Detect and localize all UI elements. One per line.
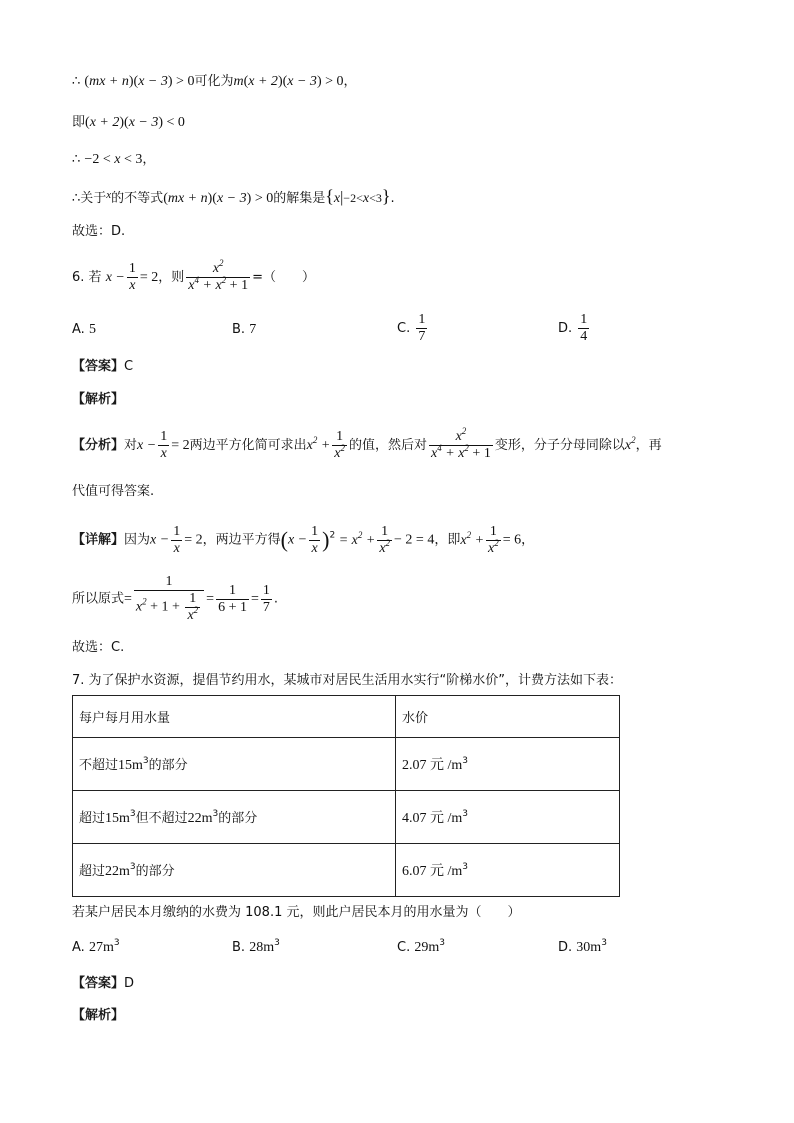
solution-line-3: ∴ −2 < x < 3，	[72, 152, 156, 167]
q6-option-c[interactable]: C. $\frac{1}{7}$	[397, 312, 426, 344]
q7-option-c[interactable]: C. $29m^3$	[397, 938, 445, 955]
q6-fenxi: 【分析】对x − $\frac{1}{x}$ = 2两边平方化简可求出$x^2$ + $\frac{1}{x^2}$ 的值，然后对 $\frac{x^2}{x^4 + x^2 + 1}$ 变形，分子分母同除以$x^2$，再	[72, 426, 662, 461]
price-cell: 2.07 元 $/m^3$	[396, 738, 620, 791]
q6-analysis-heading: 【解析】	[72, 392, 125, 407]
table-row	[73, 844, 620, 897]
solution-line-1: ∴ (mx + n)(x − 3) > 0可化为m(x + 2)(x − 3) > 0，	[72, 74, 357, 89]
usage-cell: 超过$22m^3$的部分	[73, 844, 396, 897]
q7-option-a[interactable]: A. $27m^3$	[72, 938, 120, 955]
q7-question: 若某户居民本月缴纳的水费为 108.1 元，则此户居民本月的用水量为（ ）	[72, 905, 521, 920]
q7-option-d[interactable]: D. $30m^3$	[558, 938, 607, 955]
solution-line-2: 即(x + 2)(x − 3) < 0	[72, 115, 185, 130]
table-header-cell: 每户每月用水量	[73, 696, 396, 738]
question-6-stem: 6. 若 x − $\frac{1}{x}$ = 2，则 $\frac{x^2}{x^4 + x^2 + 1}$ =（ ）	[72, 258, 315, 293]
usage-cell: 超过$15m^3$但不超过$22m^3$的部分	[73, 791, 396, 844]
solution-choice-line: 故选：D.	[72, 224, 126, 239]
q6-option-d[interactable]: D. $\frac{1}{4}$	[558, 312, 588, 344]
q7-analysis-heading: 【解析】	[72, 1008, 125, 1023]
table-header-cell: 水价	[396, 696, 620, 738]
usage-cell: 不超过$15m^3$的部分	[73, 738, 396, 791]
q7-option-b[interactable]: B. $28m^3$	[232, 938, 280, 955]
q6-option-a[interactable]: A. 5	[72, 322, 96, 337]
table-row	[73, 738, 620, 791]
water-price-table	[72, 695, 620, 897]
q6-answer: 【答案】C	[72, 359, 134, 374]
q7-answer: 【答案】D	[72, 976, 135, 991]
q6-fenxi-cont: 代值可得答案.	[72, 484, 155, 499]
q6-option-b[interactable]: B. 7	[232, 322, 257, 337]
question-7-stem: 7. 为了保护水资源，提倡节约用水，某城市对居民生活用水实行“阶梯水价”，计费方法如下表：	[72, 673, 623, 688]
table-header-row	[73, 696, 620, 738]
q6-choose: 故选：C.	[72, 640, 125, 655]
solution-line-4: ∴关于$^x$的不等式(mx + n)(x − 3) > 0的解集是{x|−2<x<3}.	[72, 186, 395, 206]
price-cell: 4.07 元 $/m^3$	[396, 791, 620, 844]
table-row	[73, 791, 620, 844]
q6-xiangjie: 【详解】因为x − $\frac{1}{x}$ = 2，两边平方得(x − $\frac{1}{x}$ )$^2 = x^2$ + $\frac{1}{x^2}$ − 2 = 4，即$x^2$ + $\frac{1}{x^2}$ = 6，	[72, 523, 535, 556]
q6-xiangjie-result: 所以原式= 1 $x^2 + 1$ + $\frac{1}{x^2}$ = $\frac{1}{6 + 1}$ = $\frac{1}{7}$ .	[72, 574, 279, 623]
price-cell: 6.07 元 $/m^3$	[396, 844, 620, 897]
